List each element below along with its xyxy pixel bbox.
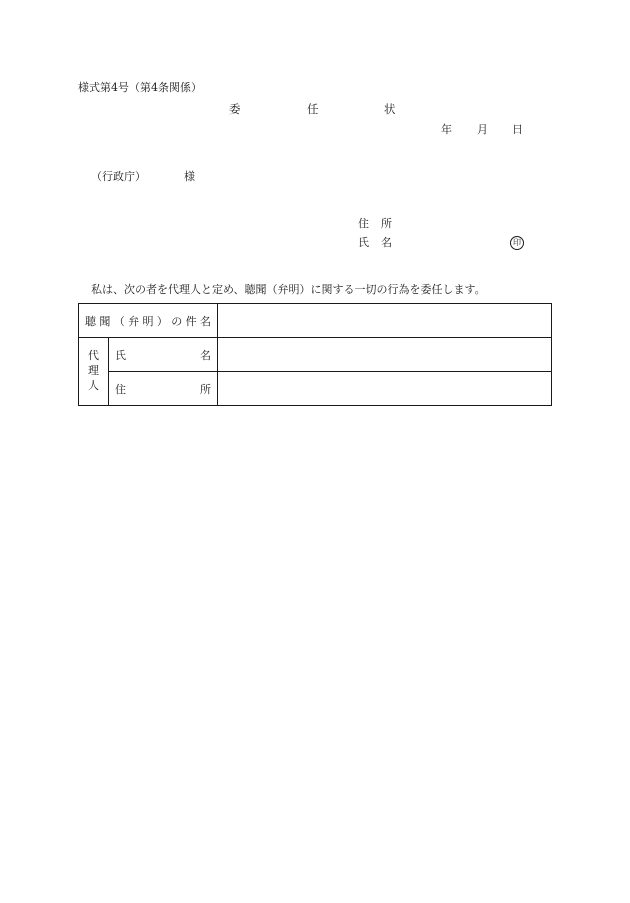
matter-label-cell bbox=[79, 304, 218, 338]
delegation-table bbox=[78, 303, 552, 406]
delegation-statement: 私は、次の者を代理人と定め、聴聞（弁明）に関する一切の行為を委任します。 bbox=[91, 283, 486, 296]
agent-label-char: 人 bbox=[88, 378, 99, 392]
honorific-label: 様 bbox=[184, 170, 195, 183]
title-char: 状 bbox=[384, 102, 396, 116]
agency-label: （行政庁） bbox=[91, 170, 146, 183]
agent-address-label bbox=[109, 381, 217, 397]
name-label-char: 名 bbox=[381, 236, 392, 249]
table-row bbox=[79, 372, 552, 406]
matter-label-char: の bbox=[171, 314, 183, 328]
matter-label-char: 名 bbox=[200, 314, 211, 328]
agent-address-label-cell bbox=[109, 372, 218, 406]
title-char: 委 bbox=[229, 102, 241, 116]
agent-name-label bbox=[109, 347, 217, 363]
matter-value-cell[interactable] bbox=[218, 304, 552, 338]
table-row bbox=[79, 304, 552, 338]
matter-label-char: 件 bbox=[185, 314, 197, 328]
address-label-char: 所 bbox=[381, 217, 392, 230]
table-row bbox=[79, 338, 552, 372]
matter-label-char: （ bbox=[113, 314, 125, 328]
agent-name-value-cell[interactable] bbox=[218, 338, 552, 372]
matter-label-char: 明 bbox=[142, 314, 154, 328]
agent-address-value-cell[interactable] bbox=[218, 372, 552, 406]
agent-label-char: 代 bbox=[88, 349, 99, 363]
date-month-label: 月 bbox=[477, 123, 488, 136]
agent-name-label-cell bbox=[109, 338, 218, 372]
agent-name-label-char: 氏 bbox=[115, 348, 126, 362]
matter-label-char: ） bbox=[156, 314, 168, 328]
agent-address-label-char: 所 bbox=[200, 382, 211, 396]
agent-label-char: 理 bbox=[88, 364, 99, 378]
date-day-label: 日 bbox=[512, 123, 523, 136]
form-number: 様式第4号（第4条関係） bbox=[78, 81, 202, 94]
name-label-char: 氏 bbox=[358, 236, 369, 249]
agent-name-label-char: 名 bbox=[200, 348, 211, 362]
matter-label bbox=[79, 313, 217, 329]
matter-label-char: 弁 bbox=[128, 314, 140, 328]
agent-address-label-char: 住 bbox=[115, 382, 126, 396]
agent-label-cell bbox=[79, 338, 109, 406]
seal-mark: 印 bbox=[510, 236, 524, 250]
matter-label-char: 聴 bbox=[85, 314, 96, 328]
matter-label-char: 聞 bbox=[99, 314, 111, 328]
title-char: 任 bbox=[307, 102, 319, 116]
date-year-label: 年 bbox=[441, 123, 452, 136]
address-label-char: 住 bbox=[358, 217, 369, 230]
